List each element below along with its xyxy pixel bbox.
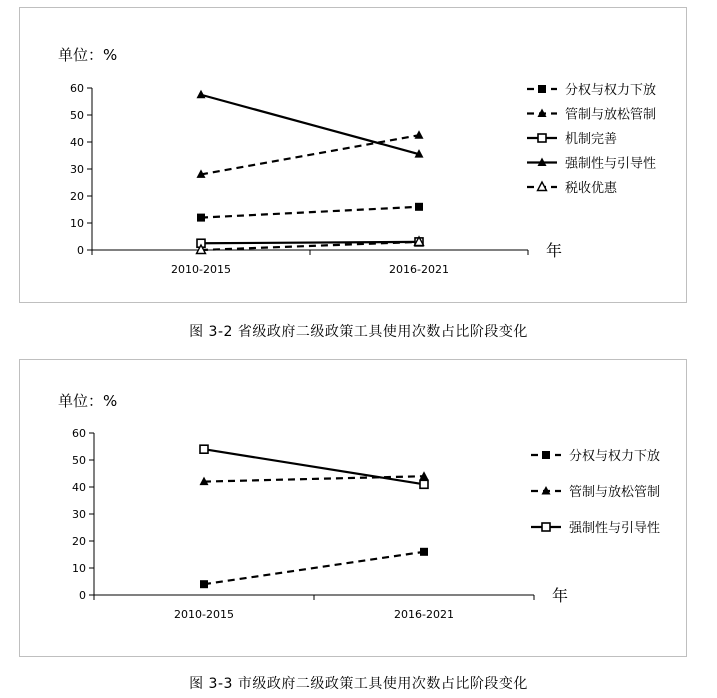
y-tick-label: 10 — [70, 217, 84, 230]
unit-label: 单位：% — [58, 46, 118, 64]
series-line-0 — [204, 552, 424, 584]
y-tick-label: 20 — [72, 535, 86, 548]
data-point-series-1 — [415, 130, 424, 139]
y-tick-label: 40 — [72, 481, 86, 494]
data-point-series-0 — [197, 214, 205, 222]
legend-marker-2 — [542, 523, 550, 531]
y-tick-label: 40 — [70, 136, 84, 149]
series-line-1 — [201, 135, 419, 174]
x-category-label: 2016-2021 — [394, 608, 454, 621]
y-tick-label: 0 — [77, 244, 84, 257]
legend-marker-2 — [538, 134, 546, 142]
data-point-series-2 — [200, 445, 208, 453]
y-tick-label: 30 — [72, 508, 86, 521]
y-tick-label: 60 — [72, 427, 86, 440]
legend-label-3: 强制性与引导性 — [565, 156, 657, 172]
x-axis-year-label: 年 — [552, 586, 569, 605]
legend-label-4: 税收优惠 — [565, 181, 618, 196]
legend-marker-0 — [542, 451, 550, 459]
legend-label-2: 强制性与引导性 — [569, 521, 661, 536]
legend-label-1: 管制与放松管制 — [565, 107, 657, 123]
y-tick-label: 10 — [72, 562, 86, 575]
legend-label-1: 管制与放松管制 — [569, 485, 661, 500]
y-tick-label: 50 — [72, 454, 86, 467]
y-tick-label: 60 — [70, 82, 84, 95]
legend-marker-0 — [538, 85, 546, 93]
data-point-series-3 — [197, 90, 206, 99]
figure-caption-provincial: 图 3-2 省级政府二级政策工具使用次数占比阶段变化 — [189, 324, 528, 340]
legend-label-0: 分权与权力下放 — [565, 83, 657, 98]
x-category-label: 2010-2015 — [174, 608, 234, 621]
y-tick-label: 30 — [70, 163, 84, 176]
series-line-0 — [201, 207, 419, 218]
chart-provincial — [20, 8, 686, 302]
y-tick-label: 20 — [70, 190, 84, 203]
legend-label-0: 分权与权力下放 — [569, 449, 661, 464]
data-point-series-0 — [200, 580, 208, 588]
legend-label-2: 机制完善 — [565, 132, 618, 147]
chart-panel-municipal — [19, 359, 687, 657]
chart-panel-provincial — [19, 7, 687, 303]
data-point-series-2 — [420, 480, 428, 488]
data-point-series-0 — [415, 203, 423, 211]
series-line-3 — [201, 95, 419, 154]
chart-municipal — [20, 360, 686, 656]
unit-label: 单位：% — [58, 392, 118, 410]
x-category-label: 2016-2021 — [389, 263, 449, 276]
data-point-series-0 — [420, 548, 428, 556]
x-category-label: 2010-2015 — [171, 263, 231, 276]
x-axis-year-label: 年 — [546, 241, 563, 260]
y-tick-label: 0 — [79, 589, 86, 602]
figure-caption-municipal: 图 3-3 市级政府二级政策工具使用次数占比阶段变化 — [189, 676, 528, 692]
y-tick-label: 50 — [70, 109, 84, 122]
